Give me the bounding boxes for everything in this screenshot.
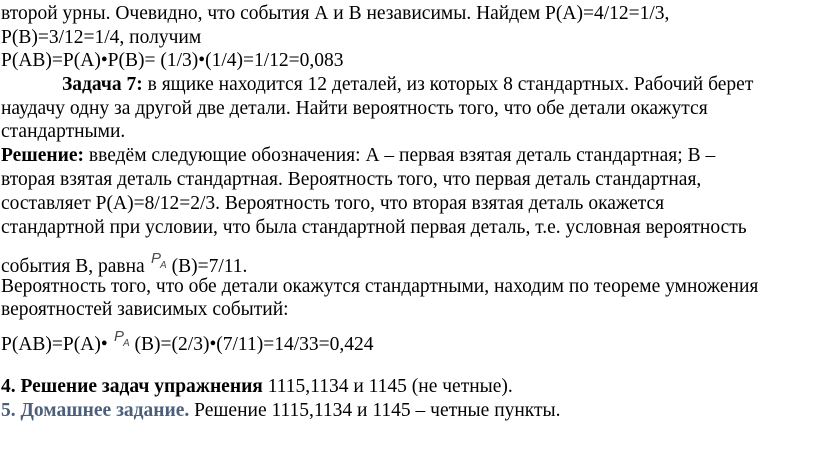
task-7-text: в ящике находится 12 деталей, из которых 8 стандартных. Рабочий берет [142,74,754,95]
text-line: стандартной при условии, что была стандартной первая деталь, т.е. условная вероятность [1,217,747,238]
text-fragment: события В, равна [1,256,150,277]
homework-heading: 5. Домашнее задание. [1,400,190,421]
section-5-line [1,401,561,421]
symbol-p: P [150,250,161,267]
conditional-probability-symbol [113,328,133,352]
section-4-line [1,377,513,397]
solution-label: Решение: [1,145,85,166]
section-4-heading: 4. Решение задач упражнения [1,376,263,397]
solution-line [1,146,715,166]
text-line: вероятностей зависимых событий: [1,299,289,320]
text-fragment: (В)=7/11. [171,256,248,277]
formula-line: Р(АВ)=Р(А)•Р(В)= (1/3)•(1/4)=1/12=0,083 [1,50,344,71]
text-line: наудачу одну за другой две детали. Найти вероятность того, что обе детали окажутся [1,98,708,119]
conditional-probability-symbol [150,250,170,274]
conditional-probability-line [1,250,248,277]
text-line: второй урны. Очевидно, что события А и В независимы. Найдем Р(А)=4/12=1/3, [1,3,670,24]
task-7-label: Задача 7: [62,74,143,95]
symbol-p: P [113,328,124,345]
text-line: стандартными. [1,121,126,142]
homework-text: Решение 1115,1134 и 1145 – четные пункты. [189,400,561,421]
text-fragment: (В)=(2/3)•(7/11)=14/33=0,424 [134,334,374,355]
formula-line [1,328,374,355]
symbol-subscript: A [122,338,130,349]
section-4-text: 1115,1134 и 1145 (не четные). [262,376,513,397]
solution-text: введём следующие обозначения: А – первая взятая деталь стандартная; В – [84,145,716,166]
task-7-line [62,75,753,95]
symbol-subscript: A [159,260,167,271]
text-line: Р(В)=3/12=1/4, получим [1,27,202,48]
text-line: вторая взятая деталь стандартная. Вероятность того, что первая деталь стандартная, [1,169,702,190]
text-line: составляет Р(А)=8/12=2/3. Вероятность того, что вторая взятая деталь окажется [1,193,665,214]
text-fragment: Р(АВ)=Р(А)• [1,334,113,355]
text-line: Вероятность того, что обе детали окажутся стандартными, находим по теореме умножения [1,276,759,297]
